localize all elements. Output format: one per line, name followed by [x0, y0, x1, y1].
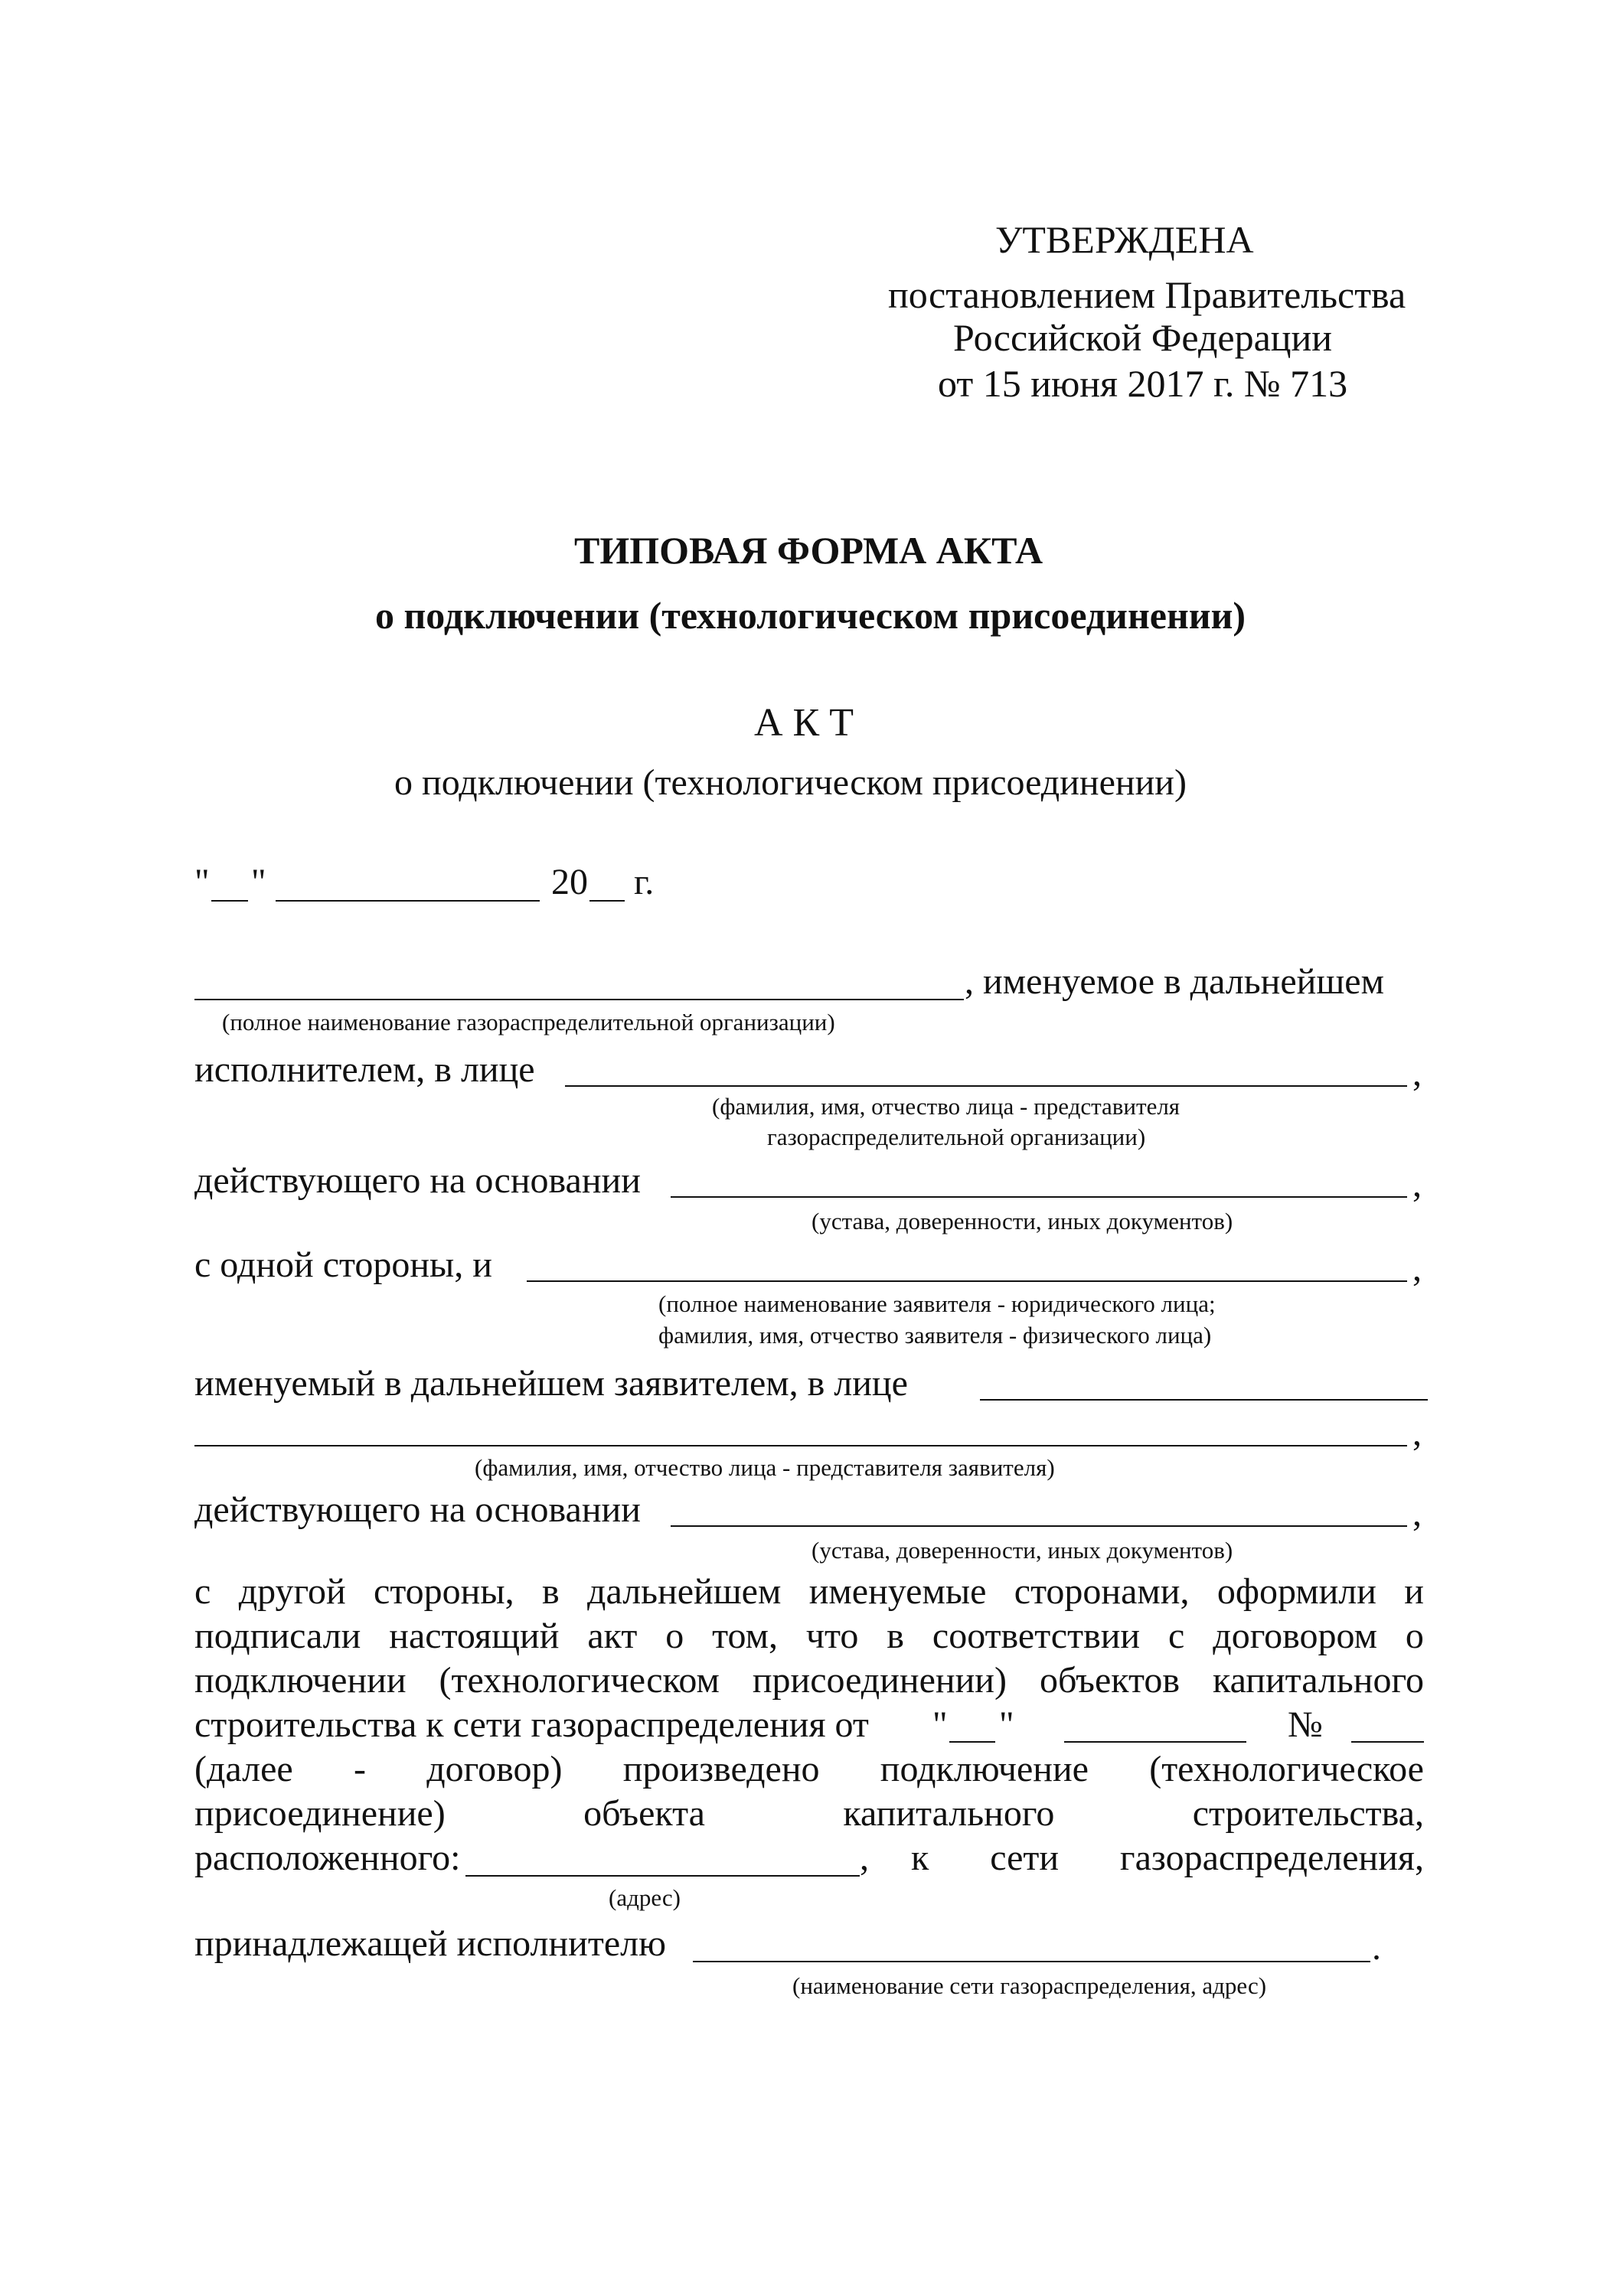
applicant-rep-field-2[interactable]	[194, 1445, 1407, 1446]
paragraph-word: газораспределения,	[1119, 1838, 1424, 1878]
paragraph-word: с	[1168, 1616, 1185, 1656]
paragraph-word: соответствии	[932, 1616, 1141, 1656]
executor-suffix: , именуемое в дальнейшем	[965, 961, 1384, 1002]
basis-label-1: действующего на основании	[194, 1160, 641, 1201]
document-page: УТВЕРЖДЕНА постановлением Правительства Российской Федерации от 15 июня 2017 г. № 713 ТИПОВАЯ ФОРМА АКТА о подключении (технологическом присоединении) А К Т о подключении (технологическом присоединении) " " 20 г. , именуемое в дальнейшем (полное наименование газораспределительной организации) исполнителем, в лице , (фамилия, имя, отчество лица - представителя газораспределительной организации) действующего на основании , (устава, доверенности, иных документов) с одной стороны, и , (полное наименование заявителя - юридического лица; фамилия, имя, отчество заявителя - физического лица) именуемый в дальнейшем заявителем, в лице , (фамилия, имя, отчество лица - представителя заявителя) действующего на основании , (устава, доверенности, иных документов) с другой стороны, в дальнейшем именуемые сторонами, оформили и подписали настоящий акт о том, что в соответствии с договором о подключении (технологическом присоединении) объектов капитального строительства к сети газораспределения от " " № (далее - договор) произведено подключение (технологическое присоединение) объекта капитального строительства, расположенного: , к сети газораспределения, (адрес) принадлежащей исполнителю . (наименование сети газораспределения, адрес)	[0, 0, 1623, 2296]
approval-date-number: от 15 июня 2017 г. № 713	[938, 362, 1348, 405]
object-address-field[interactable]	[465, 1875, 860, 1877]
paragraph-word: присоединении)	[752, 1660, 1007, 1701]
act-title: А К Т	[754, 701, 854, 745]
paragraph-word: оформили	[1216, 1571, 1376, 1612]
paragraph-word: произведено	[622, 1749, 820, 1789]
basis-note-1: (устава, доверенности, иных документов)	[812, 1208, 1233, 1234]
paragraph-line-3	[194, 1659, 1424, 1702]
approval-heading: УТВЕРЖДЕНА	[995, 218, 1254, 261]
paragraph-word: настоящий	[389, 1616, 560, 1656]
representative-note-1: (фамилия, имя, отчество лица - представителя	[712, 1093, 1181, 1120]
paragraph-word: в	[542, 1571, 560, 1612]
paragraph-word: договор)	[426, 1749, 563, 1789]
paragraph-word: том,	[712, 1616, 778, 1656]
paragraph-line-2	[194, 1615, 1424, 1658]
paragraph-word: другой	[238, 1571, 346, 1612]
number-sign: №	[1288, 1704, 1323, 1745]
paragraph-word: акт	[587, 1616, 638, 1656]
basis-label-2: действующего на основании	[194, 1489, 641, 1530]
paragraph-word: подключении	[194, 1660, 407, 1701]
approval-decree: постановлением Правительства	[888, 273, 1406, 316]
month-field[interactable]	[276, 900, 540, 902]
representative-label: исполнителем, в лице	[194, 1049, 535, 1090]
paragraph-word: договором	[1213, 1616, 1377, 1656]
paragraph-word: (далее	[194, 1749, 293, 1789]
paragraph-word: присоединение)	[194, 1793, 446, 1834]
paragraph-word: сторонами,	[1014, 1571, 1190, 1612]
contract-date-field[interactable]	[1064, 1741, 1246, 1743]
paragraph-word: в	[887, 1616, 904, 1656]
paragraph-word: сети	[990, 1838, 1060, 1878]
paragraph-word: объекта	[583, 1793, 705, 1834]
form-subtitle: о подключении (технологическом присоединении)	[375, 594, 1246, 637]
paragraph-word: о	[665, 1616, 684, 1656]
contract-day-field[interactable]	[949, 1741, 995, 1743]
executor-name-field[interactable]	[194, 999, 964, 1000]
paragraph-word: к	[911, 1838, 929, 1878]
paragraph-word: строительства,	[1192, 1793, 1424, 1834]
basis-note-2: (устава, доверенности, иных документов)	[812, 1537, 1233, 1564]
paragraph-line-6	[194, 1792, 1424, 1835]
applicant-field[interactable]	[527, 1280, 1407, 1282]
contract-number-field[interactable]	[1351, 1741, 1424, 1743]
paragraph-word: -	[353, 1749, 366, 1789]
paragraph-word: что	[805, 1616, 859, 1656]
paragraph-word: капитального	[1213, 1660, 1424, 1701]
paragraph-word: дальнейшем	[587, 1571, 782, 1612]
paragraph-word: и	[1404, 1571, 1424, 1612]
paragraph-word: (технологическом	[439, 1660, 720, 1701]
form-title: ТИПОВАЯ ФОРМА АКТА	[574, 529, 1043, 572]
network-label: принадлежащей исполнителю	[194, 1923, 666, 1964]
paragraph-line-5	[194, 1748, 1424, 1791]
applicant-note-2: фамилия, имя, отчество заявителя - физического лица)	[658, 1322, 1212, 1349]
paragraph-word: (технологическое	[1149, 1749, 1424, 1789]
day-field[interactable]	[211, 900, 248, 902]
applicant-rep-field-1[interactable]	[980, 1399, 1428, 1401]
paragraph-word: стороны,	[374, 1571, 514, 1612]
paragraph-word: подписали	[194, 1616, 361, 1656]
basis-field-2[interactable]	[671, 1525, 1407, 1527]
paragraph-word: подключение	[880, 1749, 1089, 1789]
representative-note-2: газораспределительной организации)	[767, 1124, 1146, 1150]
executor-note: (полное наименование газораспределительной организации)	[222, 1009, 835, 1035]
paragraph-word: капитального	[843, 1793, 1055, 1834]
act-subtitle: о подключении (технологическом присоединении)	[394, 762, 1187, 803]
paragraph-word: о	[1405, 1616, 1424, 1656]
basis-field-1[interactable]	[671, 1196, 1407, 1198]
paragraph-word: именуемые	[808, 1571, 987, 1612]
paragraph-line-1	[194, 1570, 1424, 1613]
paragraph-word: объектов	[1039, 1660, 1180, 1701]
representative-field[interactable]	[565, 1085, 1407, 1087]
applicant-label: с одной стороны, и	[194, 1244, 492, 1285]
network-field[interactable]	[693, 1961, 1370, 1962]
applicant-rep-label: именуемый в дальнейшем заявителем, в лице	[194, 1363, 908, 1404]
paragraph-word: с	[194, 1571, 211, 1612]
applicant-rep-note: (фамилия, имя, отчество лица - представителя заявителя)	[475, 1454, 1055, 1481]
network-note: (наименование сети газораспределения, адрес)	[792, 1972, 1267, 1999]
approval-country: Российской Федерации	[953, 316, 1333, 359]
address-note: (адрес)	[609, 1884, 681, 1911]
year-field[interactable]	[589, 900, 625, 902]
applicant-note-1: (полное наименование заявителя - юридического лица;	[658, 1290, 1216, 1317]
